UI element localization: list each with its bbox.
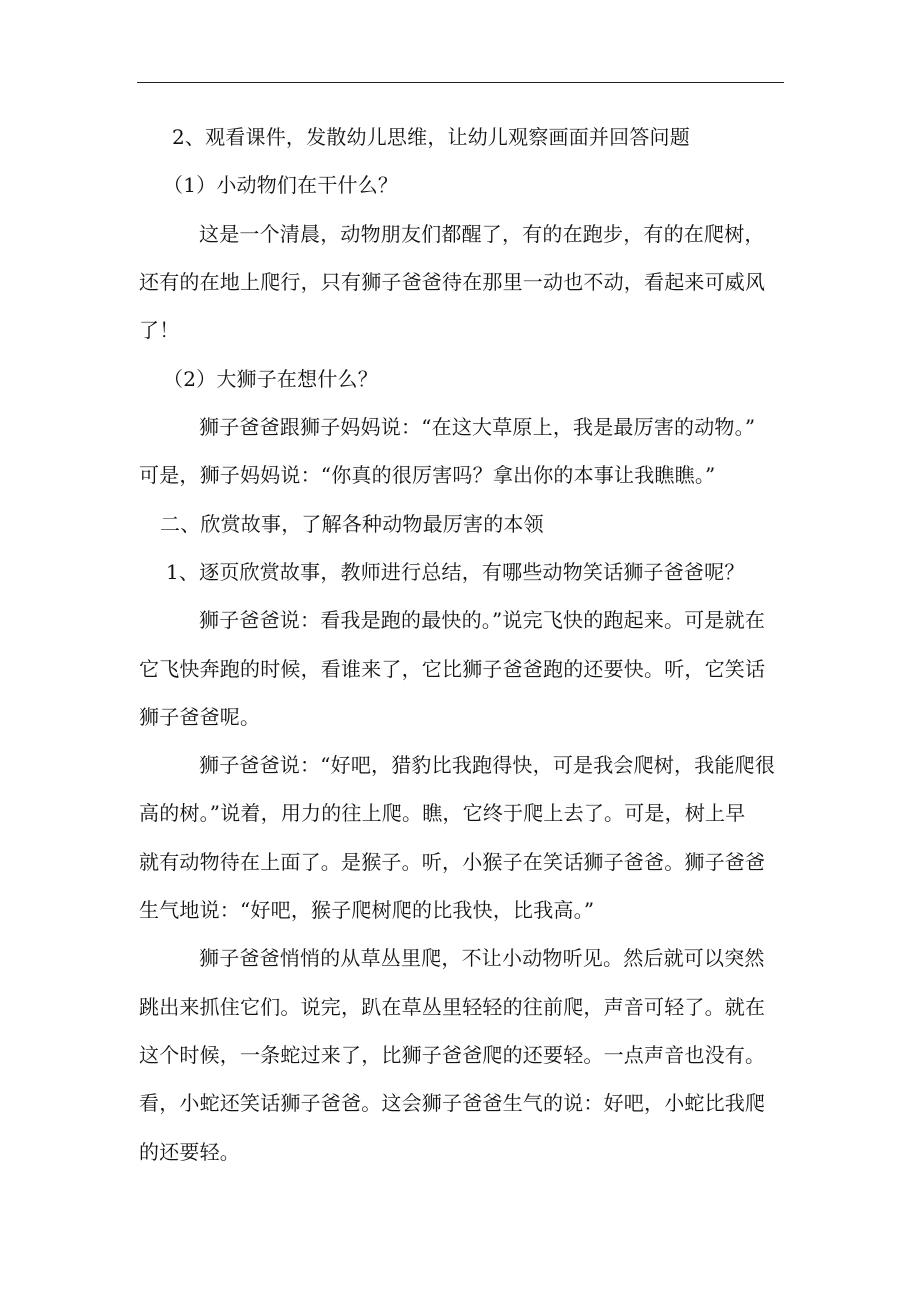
paragraph-line: 看，小蛇还笑话狮子爸爸。这会狮子爸爸生气的说：好吧，小蛇比我爬	[139, 1091, 766, 1115]
paragraph-line: 生气地说：“好吧，猴子爬树爬的比我快，比我高。”	[139, 898, 595, 922]
question-1: （1）小动物们在干什么？	[163, 173, 399, 197]
paragraph-line: 跳出来抓住它们。说完，趴在草丛里轻轻的往前爬，声音可轻了。就在	[139, 995, 766, 1019]
paragraph-line: 它飞快奔跑的时候，看谁来了，它比狮子爸爸跑的还要快。听，它笑话	[139, 657, 766, 681]
paragraph-line: 的还要轻。	[139, 1140, 240, 1164]
paragraph-line: 就有动物待在上面了。是猴子。听，小猴子在笑话狮子爸爸。狮子爸爸	[139, 850, 766, 874]
section-heading-two: 二、欣赏故事，了解各种动物最厉害的本领	[160, 512, 544, 536]
paragraph-line: 狮子爸爸悄悄的从草丛里爬，不让小动物听见。然后就可以突然	[199, 946, 765, 970]
paragraph-line: 高的树。”说着，用力的往上爬。瞧，它终于爬上去了。可是，树上早	[139, 801, 746, 825]
paragraph-line: 这是一个清晨，动物朋友们都醒了，有的在跑步，有的在爬树，	[199, 222, 765, 246]
paragraph-line: 了！	[139, 318, 180, 342]
item-heading-watch-courseware: 2、观看课件，发散幼儿思维，让幼儿观察画面并回答问题	[172, 125, 690, 149]
paragraph-line: 狮子爸爸说：“好吧，猎豹比我跑得快，可是我会爬树，我能爬很	[199, 753, 776, 777]
paragraph-line: 狮子爸爸说：看我是跑的最快的。”说完飞快的跑起来。可是就在	[199, 608, 766, 632]
paragraph-line: 还有的在地上爬行，只有狮子爸爸待在那里一动也不动，看起来可威风	[139, 270, 766, 294]
paragraph-line: 可是，狮子妈妈说：“你真的很厉害吗？拿出你的本事让我瞧瞧。”	[139, 463, 716, 487]
paragraph-line: 狮子爸爸呢。	[139, 705, 261, 729]
paragraph-line: 这个时候，一条蛇过来了，比狮子爸爸爬的还要轻。一点声音也没有。	[139, 1043, 766, 1067]
question-2: （2）大狮子在想什么？	[163, 367, 378, 391]
paragraph-line: 狮子爸爸跟狮子妈妈说：“在这大草原上，我是最厉害的动物。”	[199, 415, 756, 439]
item-heading-appreciate-story: 1、逐页欣赏故事，教师进行总结，有哪些动物笑话狮子爸爸呢？	[166, 560, 745, 584]
header-rule	[137, 82, 784, 83]
